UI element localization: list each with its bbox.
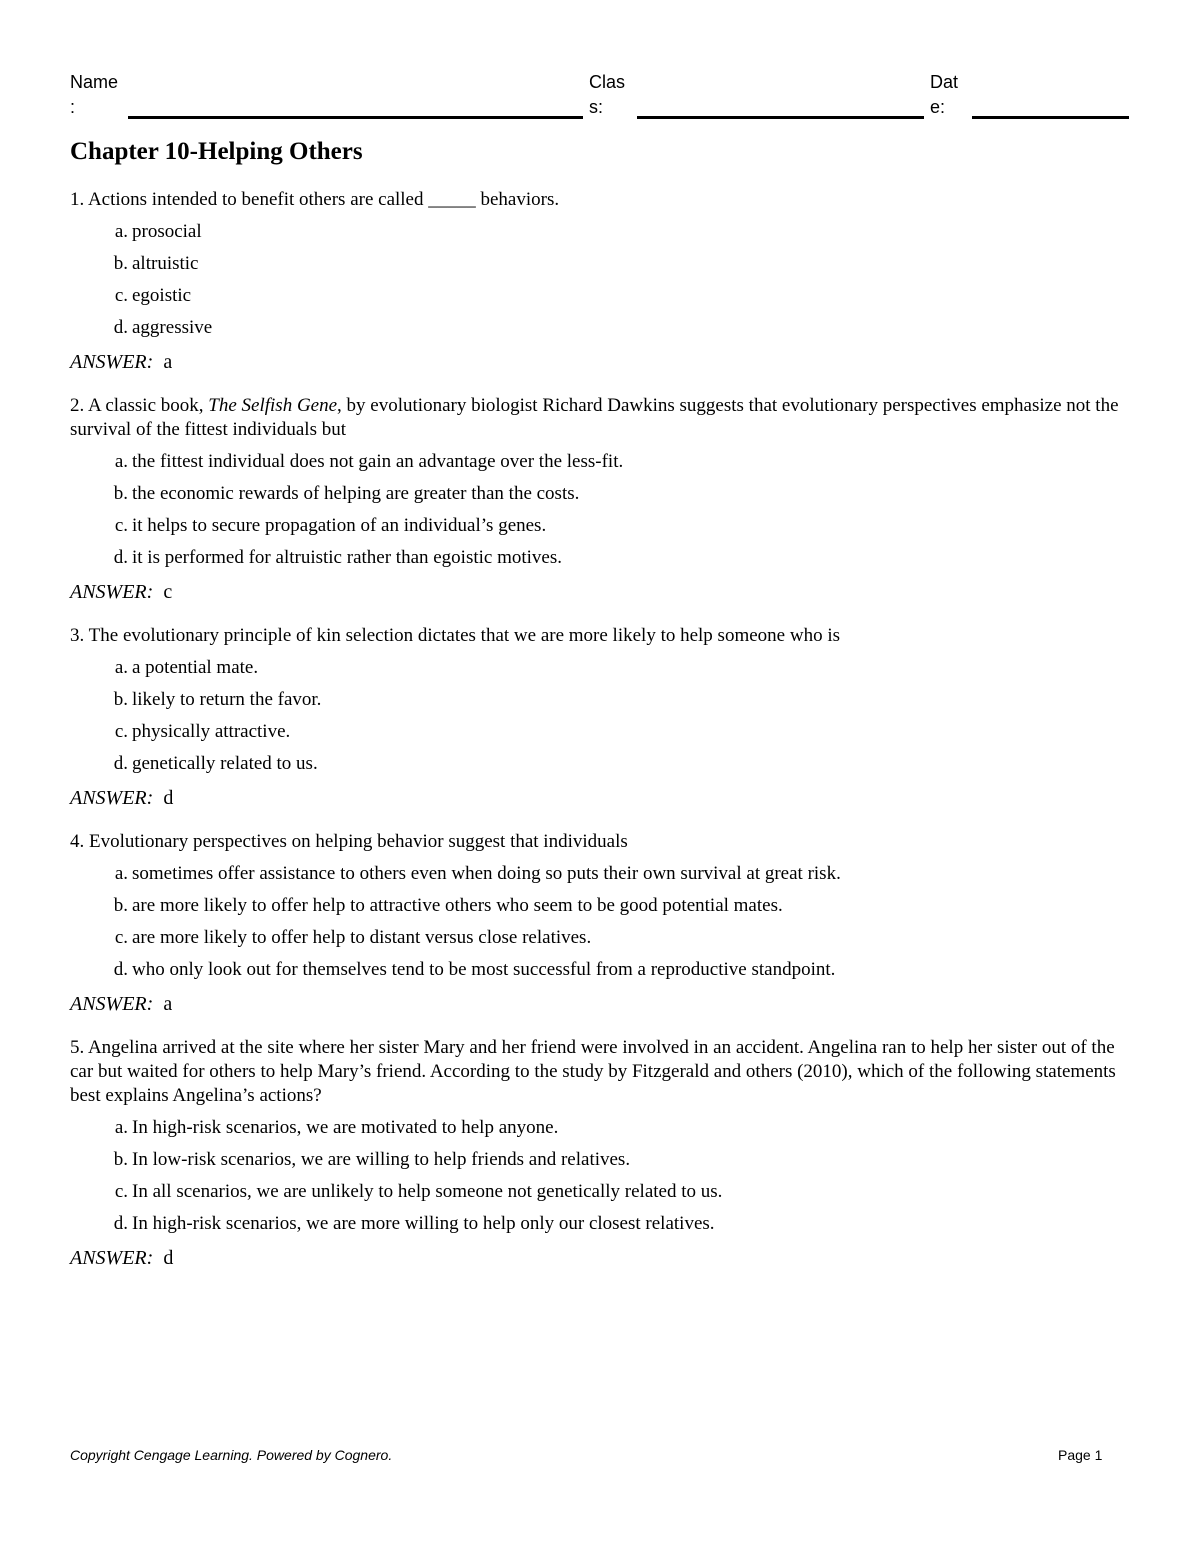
- answer-label: ANSWER:: [70, 351, 154, 373]
- option-text: In high-risk scenarios, we are motivated to help anyone.: [132, 1117, 559, 1138]
- answer-line: [70, 350, 1120, 374]
- answer-line: [70, 580, 1120, 604]
- name-field-line[interactable]: [128, 116, 583, 119]
- answer-line: [70, 1246, 1120, 1270]
- option-text: it helps to secure propagation of an individual’s genes.: [132, 515, 547, 536]
- option-text: genetically related to us.: [132, 753, 318, 774]
- option-b: [70, 252, 1120, 276]
- date-field-line[interactable]: [972, 116, 1129, 119]
- option-text: the fittest individual does not gain an advantage over the less-fit.: [132, 451, 624, 472]
- answer-value: d: [163, 1247, 174, 1269]
- option-letter: a.: [114, 221, 128, 242]
- option-text: it is performed for altruistic rather than egoistic motives.: [132, 547, 563, 568]
- option-letter: c.: [114, 285, 128, 306]
- question-3: [70, 624, 1120, 810]
- option-text: a potential mate.: [132, 657, 259, 678]
- option-c: [70, 514, 1120, 538]
- class-label-bottom: s:: [589, 97, 604, 117]
- option-text: egoistic: [132, 285, 192, 306]
- option-b: [70, 1148, 1120, 1172]
- option-text: who only look out for themselves tend to be most successful from a reproductive standpoint.: [132, 959, 836, 980]
- answer-label: ANSWER:: [70, 787, 154, 809]
- option-letter: d.: [113, 1213, 128, 1234]
- option-text: likely to return the favor.: [132, 689, 322, 710]
- question-stem: [70, 394, 1120, 442]
- answer-line: [70, 992, 1120, 1016]
- option-a: [70, 1116, 1120, 1140]
- date-label-top: Dat: [930, 72, 959, 92]
- option-a: [70, 862, 1120, 886]
- option-text: In all scenarios, we are unlikely to help someone not genetically related to us.: [132, 1181, 723, 1202]
- answer-line: [70, 786, 1120, 810]
- option-b: [70, 688, 1120, 712]
- option-letter: b.: [113, 895, 128, 916]
- question-2: [70, 394, 1120, 604]
- option-a: [70, 656, 1120, 680]
- option-letter: d.: [113, 317, 128, 338]
- question-stem: 5. Angelina arrived at the site where her sister Mary and her friend were involved in an accident. Angelina ran to help her sister out of the car but waited for others to help Mary’s friend. According to the study by Fitzgerald and others (2010), which of the following statements best explains Angelina’s actions?: [70, 1037, 1116, 1106]
- option-letter: b.: [113, 253, 128, 274]
- option-letter: b.: [113, 483, 128, 504]
- option-letter: c.: [114, 721, 128, 742]
- date-label-bottom: e:: [930, 97, 946, 117]
- answer-value: d: [163, 787, 174, 809]
- option-text: prosocial: [132, 221, 202, 242]
- option-a: [70, 220, 1120, 244]
- option-text: altruistic: [132, 253, 199, 274]
- option-b: [70, 894, 1120, 918]
- option-d: [70, 958, 1120, 982]
- option-text: aggressive: [132, 317, 213, 338]
- class-field-line[interactable]: [637, 116, 924, 119]
- option-letter: a.: [114, 1117, 128, 1138]
- option-letter: c.: [114, 1181, 128, 1202]
- name-label-bottom: :: [70, 97, 76, 117]
- question-stem: 3. The evolutionary principle of kin selection dictates that we are more likely to help someone who is: [70, 625, 840, 646]
- option-c: [70, 720, 1120, 744]
- question-1: [70, 188, 1120, 374]
- option-d: [70, 752, 1120, 776]
- option-c: [70, 1180, 1120, 1204]
- option-letter: d.: [113, 753, 128, 774]
- option-letter: b.: [113, 689, 128, 710]
- option-text: sometimes offer assistance to others even when doing so puts their own survival at great risk.: [132, 863, 841, 884]
- option-letter: d.: [113, 547, 128, 568]
- question-list: [70, 188, 1120, 1290]
- question-stem: 4. Evolutionary perspectives on helping behavior suggest that individuals: [70, 831, 628, 852]
- question-5: [70, 1036, 1120, 1270]
- option-text: In high-risk scenarios, we are more willing to help only our closest relatives.: [132, 1213, 715, 1234]
- answer-value: c: [163, 581, 173, 603]
- footer-page-number: Page 1: [1058, 1447, 1103, 1463]
- answer-value: a: [163, 993, 173, 1015]
- option-text: physically attractive.: [132, 721, 291, 742]
- option-letter: a.: [114, 863, 128, 884]
- option-c: [70, 926, 1120, 950]
- option-letter: a.: [114, 657, 128, 678]
- footer-copyright: Copyright Cengage Learning. Powered by Cognero.: [70, 1447, 393, 1463]
- class-label-top: Clas: [589, 72, 626, 92]
- option-text: are more likely to offer help to distant versus close relatives.: [132, 927, 592, 948]
- option-c: [70, 284, 1120, 308]
- question-stem-end: , by evolutionary biologist Richard Dawkins suggests that evolutionary perspectives emphasize not the survival of the fittest individuals but: [70, 395, 1119, 440]
- option-text: the economic rewards of helping are greater than the costs.: [132, 483, 580, 504]
- answer-label: ANSWER:: [70, 1247, 154, 1269]
- option-d: [70, 546, 1120, 570]
- option-letter: d.: [113, 959, 128, 980]
- option-text: In low-risk scenarios, we are willing to help friends and relatives.: [132, 1149, 631, 1170]
- answer-value: a: [163, 351, 173, 373]
- question-stem: 1. Actions intended to benefit others are called _____ behaviors.: [70, 189, 560, 210]
- question-4: [70, 830, 1120, 1016]
- name-label-top: Name: [70, 72, 119, 92]
- answer-label: ANSWER:: [70, 581, 154, 603]
- option-b: [70, 482, 1120, 506]
- option-letter: c.: [114, 927, 128, 948]
- book-title: The Selfish Gene: [208, 395, 338, 416]
- page-title: Chapter 10-Helping Others: [70, 138, 363, 165]
- option-d: [70, 1212, 1120, 1236]
- option-text: are more likely to offer help to attractive others who seem to be good potential mates.: [132, 895, 783, 916]
- option-d: [70, 316, 1120, 340]
- answer-label: ANSWER:: [70, 993, 154, 1015]
- option-letter: c.: [114, 515, 128, 536]
- question-stem-start: 2. A classic book,: [70, 395, 209, 416]
- option-letter: a.: [114, 451, 128, 472]
- option-a: [70, 450, 1120, 474]
- option-letter: b.: [113, 1149, 128, 1170]
